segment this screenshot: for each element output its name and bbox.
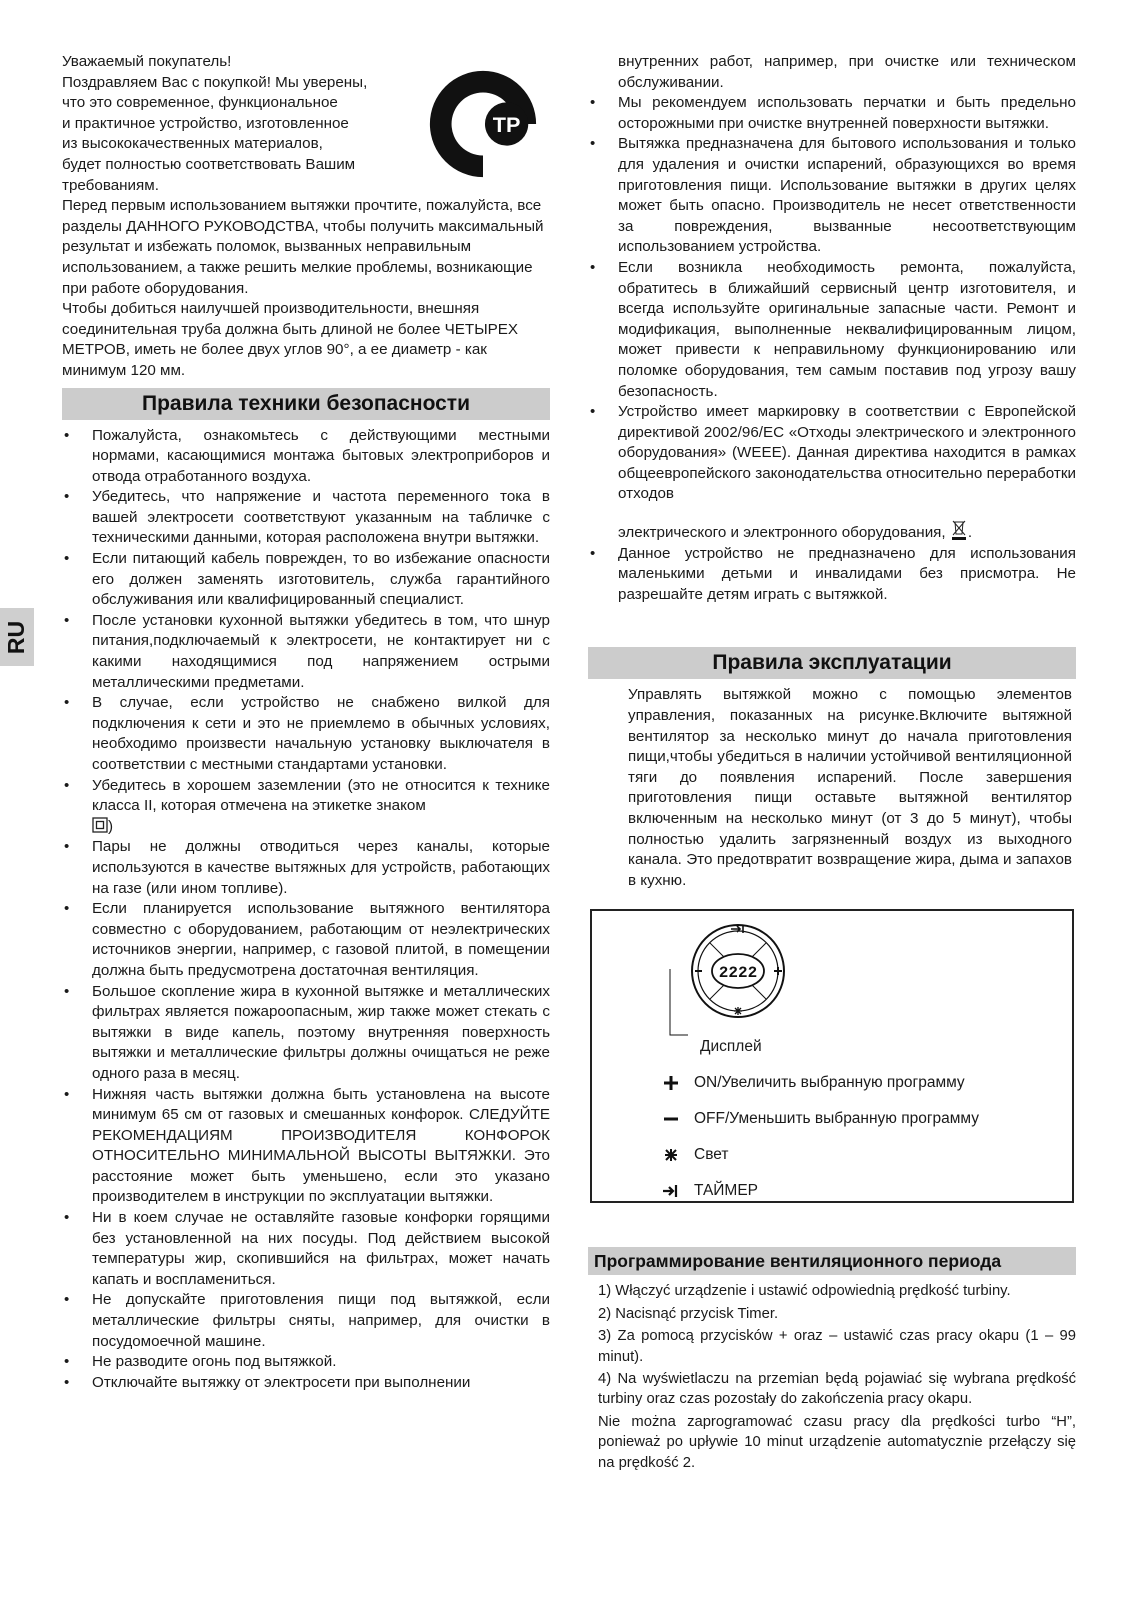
programming-step: 3) Za pomocą przycisków + oraz – ustawić czas pracy okapu (1 – 99 minut). <box>598 1328 1076 1365</box>
programming-heading: Программирование вентиляционного периода <box>588 1247 1076 1275</box>
legend-label: ON/Увеличить выбранную программу <box>694 1074 965 1092</box>
list-continuation: внутренних работ, например, при очистке или техническом обслуживании. <box>618 53 1076 91</box>
right-column <box>588 52 1076 1475</box>
intro-paragraph: Перед первым использованием вытяжки прочтите, пожалуйста, все разделы ДАННОГО РУКОВОДСТВА, чтобы получить максимальный результат и избежать поломок, вызванных неправильным использованием, а также решить мелкие проблемы, возникающие при работе оборудования. <box>62 197 544 297</box>
list-item: • Нижняя часть вытяжки должна быть установлена на высоте минимум 65 см от газовых и смешанных конфорок. СЛЕДУЙТЕ РЕКОМЕНДАЦИЯМ ПРОИЗВОДИТЕЛЯ КОНФОРОК ОТНОСИТЕЛЬНО МИНИМАЛЬНОЙ ВЫСОТЫ ВЫТЯЖКИ. Это расстояние может быть уменьшено, если это указано производителем в инструкции по эксплуатации вытяжки. <box>62 1085 550 1209</box>
programming-step: 2) Nacisnąć przycisk Timer. <box>598 1305 779 1322</box>
list-item: • Убедитесь, что напряжение и частота переменного тока в вашей электросети соответствуют указанным на табличке с техническими данными, которая расположена внутри вытяжки. <box>62 487 550 549</box>
legend-label: Дисплей <box>700 1038 762 1056</box>
usage-text: Управлять вытяжкой можно с помощью элементов управления, показанных на рисунке.Включите вытяжной вентилятор за несколько минут до начала приготовления пищи,чтобы убедиться в наличии устойчивой вентиляционной тяги до появления испарений. После завершения приготовления пищи оставьте вытяжной вентилятор включенным на несколько минут (от 3 до 5 минут), чтобы полностью удалить загрязненный воздух из выходного канала. Это предотвратит возвращение жира, дыма и запахов в кухню. <box>628 686 1072 889</box>
light-icon <box>654 1147 688 1163</box>
weee-bin-icon <box>950 519 968 541</box>
list-item: • Не разводите огонь под вытяжкой. <box>62 1352 550 1373</box>
timer-icon <box>654 1183 688 1199</box>
grounding-text: Убедитесь в хорошем заземлении (это не относится к технике класса II, которая отмечена на этикетке знаком <box>92 776 550 815</box>
intro-line: и практичное устройство, изготовленное <box>62 114 349 132</box>
list-item <box>62 776 550 838</box>
left-column <box>62 52 550 1393</box>
language-label: RU <box>3 620 30 654</box>
intro-line: что это современное, функциональное <box>62 94 338 112</box>
control-legend <box>654 1029 979 1209</box>
language-tab <box>0 608 34 666</box>
list-item <box>588 402 1076 544</box>
list-item: • Если питающий кабель поврежден, то во избежание опасности его должен заменять изготовитель, служба гарантийного обслуживания или квалифицированный специалист. <box>62 549 550 611</box>
list-item: • Большое скопление жира в кухонной вытяжке и металлических фильтрах является пожароопасным, жир также может стекать с вытяжки в виде капель, поэтому внутренняя поверхность вытяжки и металлические фильтры должны очищаться не реже одного раза в месяц. <box>62 982 550 1085</box>
logo-text: ТР <box>492 111 521 137</box>
list-item: • Пары не должны отводиться через каналы, которые используются в качестве вытяжных для устройств, работающих на газе (или ином топливе). <box>62 837 550 899</box>
intro-line: требованиям. <box>62 176 159 194</box>
weee-tail-text: электрического и электронного оборудования, <box>618 524 946 542</box>
control-panel-figure <box>590 909 1074 1203</box>
legend-timer <box>654 1173 979 1209</box>
list-item: • Пожалуйста, ознакомьтесь с действующими местными нормами, касающимися монтажа бытовых электроприборов и отвода отработанного воздуха. <box>62 426 550 488</box>
weee-text: Устройство имеет маркировку в соответствии с Европейской директивой 2002/96/EC «Отходы электрического и электронного оборудования» (WEEE). Данная директива находится в рамках общеевропейского законодательства относительно переработки отходов <box>618 403 1076 503</box>
intro-line: из высококачественных материалов, <box>62 135 323 153</box>
list-item: • Ни в коем случае не оставляйте газовые конфорки горящими без установленной на них посуды. Под действием высокой температуры жир, скопившийся на фильтрах, может начать капать и воспламениться. <box>62 1208 550 1290</box>
legend-label: ТАЙМЕР <box>694 1182 759 1200</box>
intro-paragraph: Чтобы добиться наилучшей производительности, внешняя соединительная труба должна быть длиной не более ЧЕТЫРЕХ МЕТРОВ, иметь не более двух углов 90°, а ее диаметр - как минимум 120 мм. <box>62 300 519 379</box>
list-item: • Мы рекомендуем использовать перчатки и быть предельно осторожными при очистке внутренней поверхности вытяжки. <box>588 93 1076 134</box>
legend-label: OFF/Уменьшить выбранную программу <box>694 1110 979 1128</box>
safety-heading: Правила техники безопасности <box>62 388 550 420</box>
safety-list-continued <box>588 93 1076 605</box>
list-item: • Если планируется использование вытяжного вентилятора совместно с оборудованием, работающим от неэлектрических источников энергии, например, с газовой плитой, в помещении должна быть предусмотрена достаточная вентиляция. <box>62 899 550 981</box>
minus-icon <box>654 1111 688 1127</box>
list-item: • Вытяжка предназначена для бытового использования и только для удаления и очистки испарений, образующихся во время приготовления пищи. Использование вытяжки в других целях может быть опасно. Производитель не несет ответственности за повреждения, вызванные несоответствующим использованием устройства. <box>588 134 1076 258</box>
list-item: • Если возникла необходимость ремонта, пожалуйста, обратитесь в ближайший сервисный центр изготовителя, и всегда используйте оригинальные запасные части. Ремонт и модификация, выполненные неквалифицированным лицом, может привести к неправильному функционированию или поломке оборудования, тем самым поставив под угрозу вашу безопасность. <box>588 258 1076 402</box>
list-item: • После установки кухонной вытяжки убедитесь в том, что шнур питания,подключаемый к электросети, не контактирует ни с какими находящимися под напряжением острыми металлическими предметами. <box>62 611 550 693</box>
legend-label: Свет <box>694 1146 729 1164</box>
list-item: • В случае, если устройство не снабжено вилкой для подключения к сети и это не приемлемо в обычных условиях, необходимо произвести начальную установку выключателя в соответствии с местными стандартами установки. <box>62 693 550 775</box>
intro-line: Поздравляем Вас с покупкой! Мы уверены, <box>62 73 368 91</box>
intro-greeting <box>62 52 422 196</box>
list-item: • Отключайте вытяжку от электросети при выполнении <box>62 1373 550 1394</box>
control-panel-diagram <box>658 917 798 1041</box>
class-ii-icon <box>92 817 108 833</box>
intro-block <box>62 52 550 382</box>
list-item: • Данное устройство не предназначено для использования маленькими детьми и инвалидами без присмотра. Не разрешайте детям играть с вытяжкой. <box>588 544 1076 606</box>
legend-minus <box>654 1101 979 1137</box>
intro-line: будет полностью соответствовать Вашим <box>62 155 356 173</box>
grounding-tail: ) <box>108 817 114 835</box>
safety-list <box>62 426 550 1394</box>
intro-line: Уважаемый покупатель! <box>62 53 232 70</box>
programming-step: 1) Włączyć urządzenie i ustawić odpowiednią prędkość turbiny. <box>598 1283 1011 1300</box>
usage-heading: Правила эксплуатации <box>588 647 1076 679</box>
programming-step: 4) Na wyświetlaczu na przemian będą pojawiać się wybrana prędkość turbiny oraz czas pozostały do zakończenia pracy okapu. <box>598 1371 1076 1408</box>
legend-display <box>654 1029 979 1065</box>
programming-steps <box>588 1281 1076 1473</box>
legend-light <box>654 1137 979 1173</box>
programming-note: Nie można zaprogramować czasu pracy dla prędkości turbo “H”, ponieważ po upływie 10 minut urządzenie automatycznie przełączy się na prędkość 2. <box>598 1413 1076 1471</box>
list-item: • Не допускайте приготовления пищи под вытяжкой, если металлические фильтры сняты, например, для очистки в посудомоечной машине. <box>62 1290 550 1352</box>
legend-plus <box>654 1065 979 1101</box>
eac-ctp-logo <box>424 65 542 183</box>
display-readout: 2222 <box>718 964 758 983</box>
weee-tail-end: . <box>967 524 973 542</box>
plus-icon <box>654 1075 688 1091</box>
